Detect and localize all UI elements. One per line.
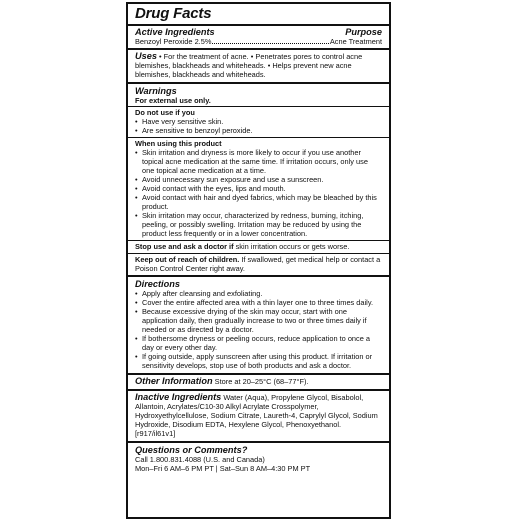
list-item: • Skin irritation and dryness is more likely to occur if you use another topical acne medication at the same time. If irritation occurs, only use one topical acne medication at a time. xyxy=(135,148,382,175)
inactive-ingredients-section xyxy=(135,391,382,440)
uses-section xyxy=(135,50,382,81)
list-item: • Avoid contact with the eyes, lips and mouth. xyxy=(135,184,382,193)
stop-use-heading: Stop use and ask a doctor if xyxy=(135,242,234,251)
when-using-heading: When using this product xyxy=(135,139,222,148)
leader-dots xyxy=(212,43,328,44)
directions-heading: Directions xyxy=(135,279,180,289)
external-use-warning: For external use only. xyxy=(135,96,211,105)
divider xyxy=(128,24,389,26)
phone-line: Call 1.800.831.4088 (U.S. and Canada) xyxy=(135,455,265,464)
active-ingredient: Benzoyl Peroxide 2.5% xyxy=(135,37,212,46)
drug-facts-panel xyxy=(126,2,391,519)
list-item: • If bothersome dryness or peeling occurs, reduce application to once a day or every other day. xyxy=(135,334,382,352)
ingredient-purpose: Acne Treatment xyxy=(329,37,382,46)
other-information-text: Store at 20–25°C (68–77°F). xyxy=(214,377,309,386)
purpose-heading: Purpose xyxy=(345,27,382,37)
do-not-use-block xyxy=(128,106,389,136)
other-information-section xyxy=(135,375,382,388)
stop-use-text: skin irritation occurs or gets worse. xyxy=(233,242,350,251)
questions-section xyxy=(135,443,382,475)
uses-text: • For the treatment of acne. • Penetrates pores to control acne blemishes, blackheads and whiteheads. • Helps prevent new acne blemishes, blackheads and whiteheads. xyxy=(135,52,363,79)
active-ingredients-section xyxy=(135,27,382,46)
list-item: • Avoid unnecessary sun exposure and use a sunscreen. xyxy=(135,175,382,184)
list-item: • Because excessive drying of the skin may occur, start with one application daily, then gradually increase to two or three times daily if needed or as directed by a doctor. xyxy=(135,307,382,334)
list-item: • Are sensitive to benzoyl peroxide. xyxy=(135,126,382,135)
active-ingredients-heading: Active Ingredients xyxy=(135,27,215,37)
when-using-block xyxy=(128,137,389,239)
uses-heading: Uses xyxy=(135,51,157,61)
directions-section xyxy=(135,277,382,372)
warnings-section xyxy=(135,84,382,274)
warnings-heading: Warnings xyxy=(135,86,177,96)
inactive-ingredients-heading: Inactive Ingredients xyxy=(135,392,222,402)
keep-out-text: If swallowed, get medical help or contact a Poison Control Center right away. xyxy=(135,255,381,273)
list-item: • If going outside, apply sunscreen after using this product. If irritation or sensitivity develops, stop use of both products and ask a doctor. xyxy=(135,352,382,370)
list-item: • Apply after cleansing and exfoliating. xyxy=(135,289,382,298)
inactive-ingredients-text: Water (Aqua), Propylene Glycol, Bisabolol, Allantoin, Acrylates/C10-30 Alkyl Acrylate Crosspolymer, Hydroxyethylcellulose, Sodium Citrate, Laureth-4, Caprylyl Glycol, Sodium Hydroxide, Disodium EDTA, Hexylene Glycol, Phenoxyethanol. [r917/il61v1] xyxy=(135,393,378,438)
keep-out-block xyxy=(128,253,389,274)
hours-line: Mon–Fri 6 AM–6 PM PT | Sat–Sun 8 AM–4:30 PM PT xyxy=(135,464,311,473)
keep-out-heading: Keep out of reach of children. xyxy=(135,255,240,264)
stop-use-block xyxy=(128,240,389,252)
drug-facts-title: Drug Facts xyxy=(135,5,212,22)
other-information-heading: Other Information xyxy=(135,376,213,386)
do-not-use-heading: Do not use if you xyxy=(135,108,195,117)
list-item: • Skin irritation may occur, characterized by redness, burning, itching, peeling, or possibly swelling. Irritation may be reduced by using the product less frequently or in a lower concentration. xyxy=(135,211,382,238)
list-item: • Avoid contact with hair and dyed fabrics, which may be bleached by this product. xyxy=(135,193,382,211)
questions-heading: Questions or Comments? xyxy=(135,445,248,455)
list-item: • Cover the entire affected area with a thin layer one to three times daily. xyxy=(135,298,382,307)
list-item: • Have very sensitive skin. xyxy=(135,117,382,126)
